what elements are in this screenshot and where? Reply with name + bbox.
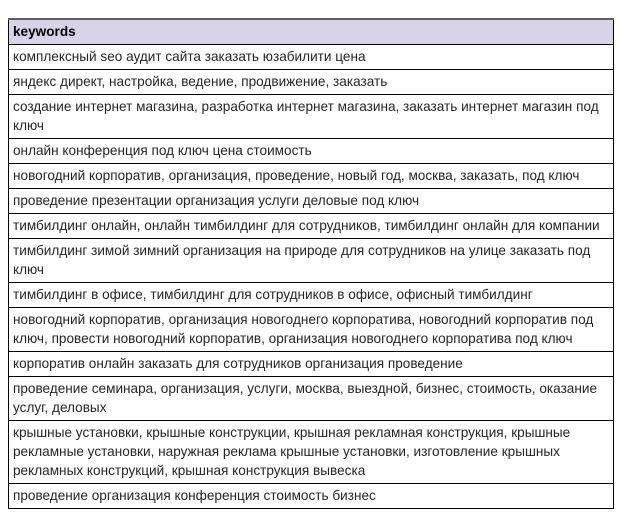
table-row [9, 239, 614, 283]
table-row [9, 95, 614, 139]
keyword-cell: онлайн конференция под ключ цена стоимость [9, 139, 614, 164]
table-row [9, 484, 614, 509]
keyword-cell: создание интернет магазина, разработка интернет магазина, заказать интернет магазин под ключ [9, 95, 614, 139]
keyword-cell: тимбилдинг онлайн, онлайн тимбилдинг для сотрудников, тимбилдинг онлайн для компании [9, 214, 614, 239]
keyword-cell: тимбилдинг в офисе, тимбилдинг для сотрудников в офисе, офисный тимбилдинг [9, 283, 614, 308]
table-row [9, 139, 614, 164]
table-row [9, 164, 614, 189]
keyword-cell: яндекс директ, настройка, ведение, продвижение, заказать [9, 70, 614, 95]
keywords-table-body [9, 45, 614, 509]
table-row [9, 308, 614, 352]
table-row [9, 214, 614, 239]
table-row [9, 45, 614, 70]
table-row [9, 377, 614, 421]
keyword-cell: тимбилдинг зимой зимний организация на природе для сотрудников на улице заказать под ключ [9, 239, 614, 283]
keyword-cell: новогодний корпоратив, организация новогоднего корпоратива, новогодний корпоратив под ключ, провести новогодний корпоратив, организация новогоднего корпоратива под ключ [9, 308, 614, 352]
keywords-column-header: keywords [9, 19, 614, 45]
keyword-cell: новогодний корпоратив, организация, проведение, новый год, москва, заказать, под ключ [9, 164, 614, 189]
keyword-cell: крышные установки, крышные конструкции, крышная рекламная конструкция, крышные рекламные установки, наружная реклама крышные установки, изготовление крышных рекламных конструкций, крышная конструкция вывеска [9, 421, 614, 484]
keyword-cell: проведение семинара, организация, услуги, москва, выездной, бизнес, стоимость, оказание услуг, деловых [9, 377, 614, 421]
table-row [9, 283, 614, 308]
table-row [9, 352, 614, 377]
keyword-cell: проведение организация конференция стоимость бизнес [9, 484, 614, 509]
keywords-table [8, 18, 614, 509]
table-row [9, 70, 614, 95]
table-row [9, 189, 614, 214]
header-row [9, 19, 614, 45]
keyword-cell: комплексный seo аудит сайта заказать юзабилити цена [9, 45, 614, 70]
keywords-table-head [9, 19, 614, 45]
keyword-cell: проведение презентации организация услуги деловые под ключ [9, 189, 614, 214]
table-row [9, 421, 614, 484]
keyword-cell: корпоратив онлайн заказать для сотрудников организация проведение [9, 352, 614, 377]
